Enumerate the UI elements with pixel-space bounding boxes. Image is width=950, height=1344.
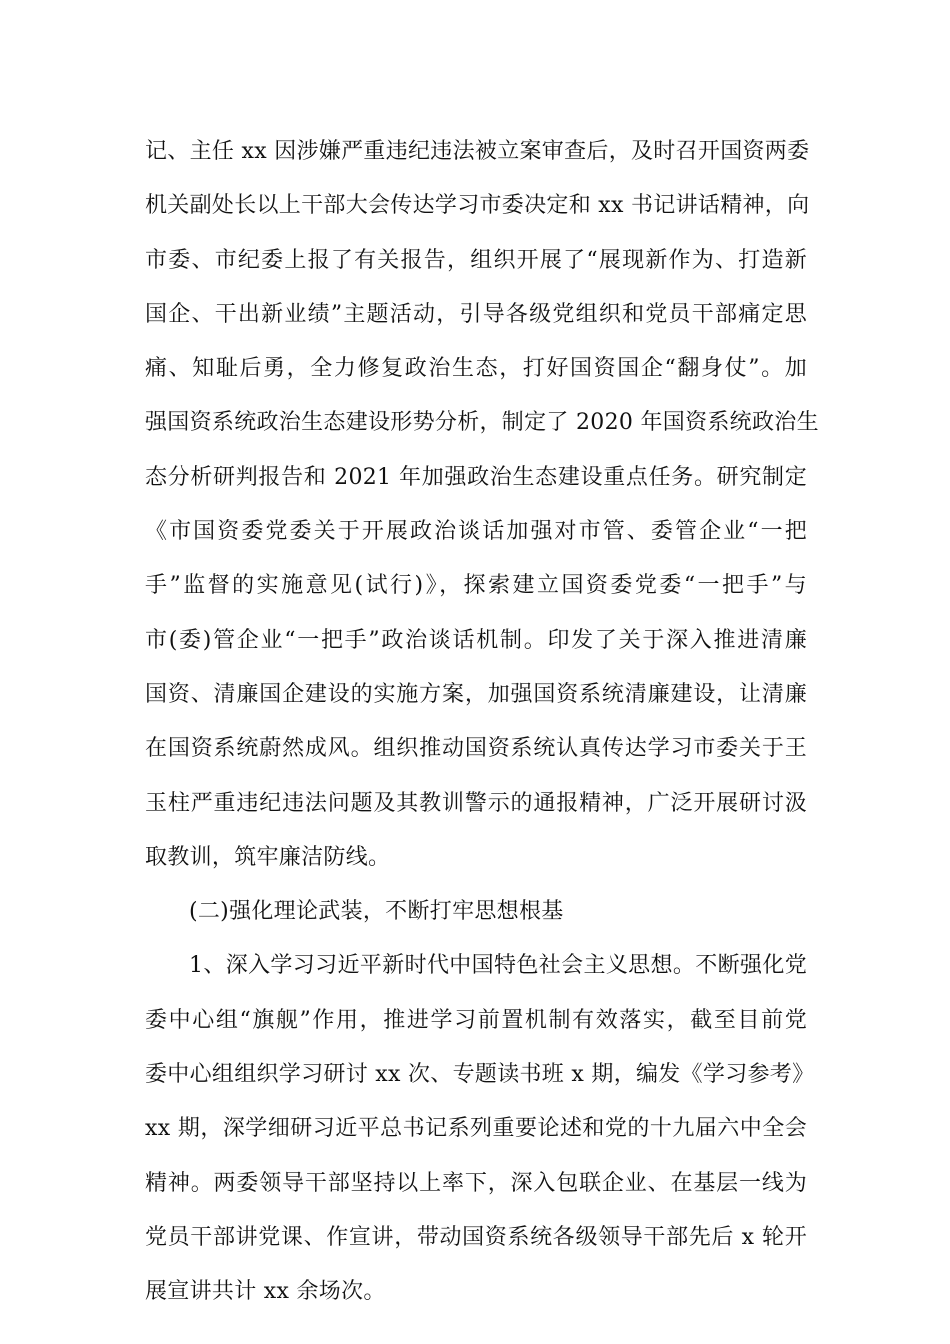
text-line: 委中心组“旗舰”作用，推进学习前置机制有效落实，截至目前党	[145, 1007, 807, 1033]
text-line: 取教训，筑牢廉洁防线。	[145, 844, 391, 870]
text-line: 党员干部讲党课、作宣讲，带动国资系统各级领导干部先后 x 轮开	[145, 1224, 807, 1250]
text-line: 态分析研判报告和 2021 年加强政治生态建设重点任务。研究制定	[145, 464, 807, 490]
section-heading: (二)强化理论武装，不断打牢思想根基	[189, 899, 564, 925]
text-line: 市(委)管企业“一把手”政治谈话机制。印发了关于深入推进清廉	[145, 627, 807, 653]
text-line: 玉柱严重违纪违法问题及其教训警示的通报精神，广泛开展研讨汲	[145, 790, 807, 816]
document-body	[145, 130, 819, 1325]
text-line: 记、主任 xx 因涉嫌严重违纪违法被立案审查后，及时召开国资两委	[145, 139, 810, 164]
text-line: 《市国资委党委关于开展政治谈话加强对市管、委管企业“一把	[145, 519, 807, 545]
text-line: 市委、市纪委上报了有关报告，组织开展了“展现新作为、打造新	[145, 247, 807, 273]
text-line: 精神。两委领导干部坚持以上率下，深入包联企业、在基层一线为	[145, 1170, 807, 1196]
text-line: 痛、知耻后勇，全力修复政治生态，打好国资国企“翻身仗”。加	[145, 356, 807, 382]
text-line: 1、深入学习习近平新时代中国特色社会主义思想。不断强化党	[189, 953, 807, 979]
text-line: 机关副处长以上干部大会传达学习市委决定和 xx 书记讲话精神，向	[145, 193, 810, 219]
text-line: 国企、干出新业绩”主题活动，引导各级党组织和党员干部痛定思	[145, 301, 807, 327]
text-line: 在国资系统蔚然成风。组织推动国资系统认真传达学习市委关于王	[145, 736, 807, 762]
text-line: 强国资系统政治生态建设形势分析，制定了 2020 年国资系统政治生	[145, 410, 819, 436]
text-line: xx 期，深学细研习近平总书记系列重要论述和党的十九届六中全会	[145, 1116, 807, 1142]
text-line: 展宣讲共计 xx 余场次。	[145, 1279, 386, 1305]
text-line: 委中心组组织学习研讨 xx 次、专题读书班 x 期，编发《学习参考》	[145, 1062, 815, 1088]
text-line: 国资、清廉国企建设的实施方案，加强国资系统清廉建设，让清廉	[145, 681, 807, 707]
text-line: 手”监督的实施意见(试行)》，探索建立国资委党委“一把手”与	[145, 573, 807, 599]
